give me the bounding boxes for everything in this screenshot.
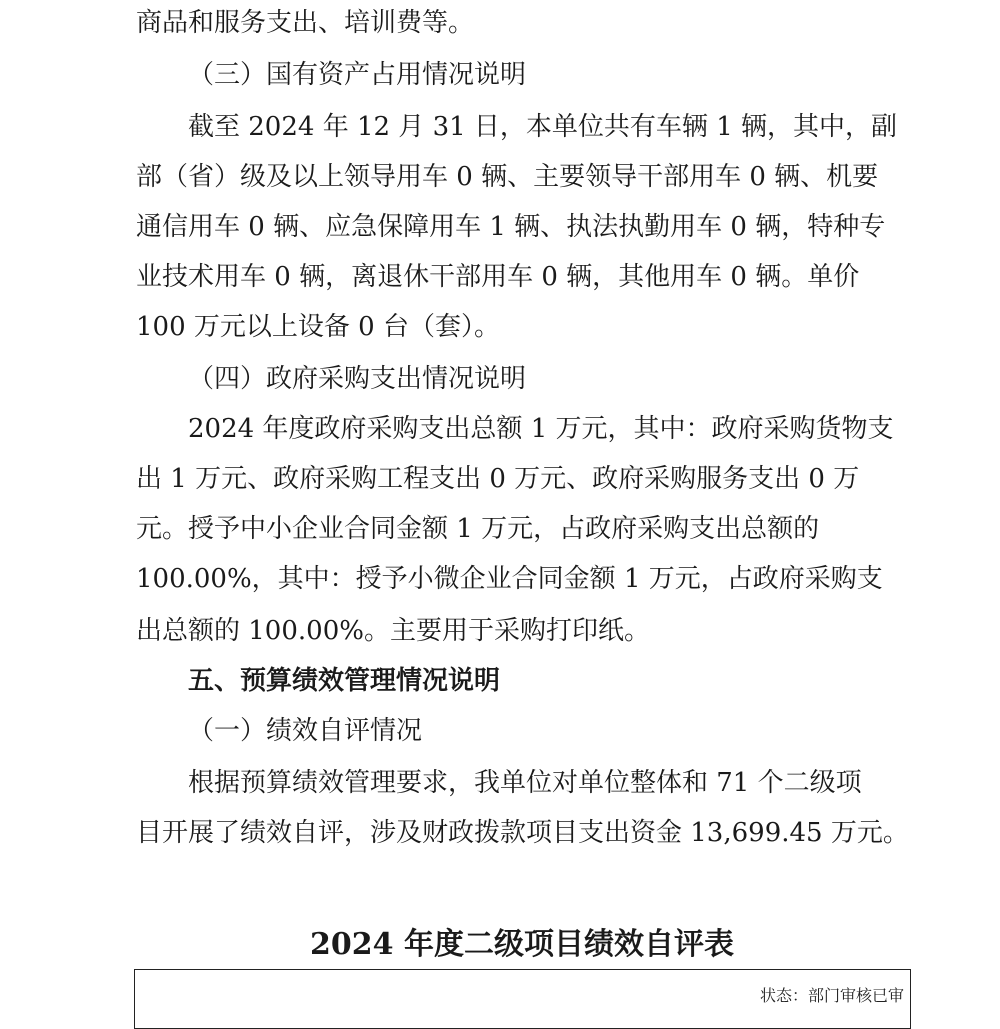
paragraph-line: 元。授予中小企业合同金额 1 万元，占政府采购支出总额的 [136, 514, 820, 544]
paragraph-line: 100.00%，其中：授予小微企业合同金额 1 万元，占政府采购支 [136, 564, 883, 594]
paragraph-line: 业技术用车 0 辆，离退休干部用车 0 辆，其他用车 0 辆。单价 [136, 262, 860, 292]
paragraph-line: 通信用车 0 辆、应急保障用车 1 辆、执法执勤用车 0 辆，特种专 [136, 212, 886, 242]
paragraph-line: 商品和服务支出、培训费等。 [136, 8, 475, 38]
section-heading-assets: （三）国有资产占用情况说明 [188, 60, 527, 90]
status-label: 状态：部门审核已审 [759, 986, 904, 1005]
paragraph-line: 100 万元以上设备 0 台（套）。 [136, 312, 500, 342]
section-heading-procurement: （四）政府采购支出情况说明 [188, 364, 527, 394]
subsection-heading-self-evaluation: （一）绩效自评情况 [188, 716, 423, 746]
paragraph-line: 根据预算绩效管理要求，我单位对单位整体和 71 个二级项 [188, 768, 862, 798]
paragraph-line: 出 1 万元、政府采购工程支出 0 万元、政府采购服务支出 0 万 [136, 464, 860, 494]
paragraph-line: 目开展了绩效自评，涉及财政拨款项目支出资金 13,699.45 万元。 [136, 818, 909, 848]
paragraph-line: 部（省）级及以上领导用车 0 辆、主要领导干部用车 0 辆、机要 [136, 162, 879, 192]
section-heading-performance: 五、预算绩效管理情况说明 [188, 666, 501, 696]
paragraph-line: 截至 2024 年 12 月 31 日，本单位共有车辆 1 辆，其中，副 [188, 112, 897, 142]
evaluation-table [134, 969, 911, 1029]
paragraph-line: 2024 年度政府采购支出总额 1 万元，其中：政府采购货物支 [188, 414, 894, 444]
paragraph-line: 出总额的 100.00%。主要用于采购打印纸。 [136, 616, 650, 646]
table-title: 2024 年度二级项目绩效自评表 [310, 927, 734, 962]
